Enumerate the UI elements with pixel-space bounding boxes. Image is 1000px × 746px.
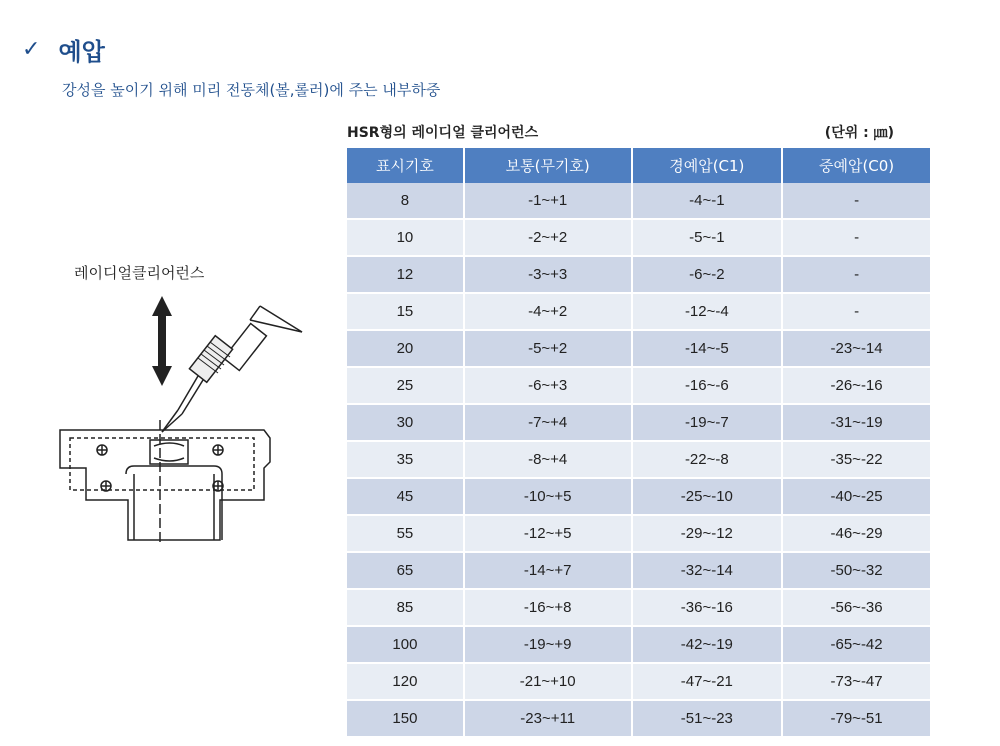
table-cell: 30 [347, 405, 465, 442]
column-header: 보통(무기호) [465, 148, 633, 183]
table-row [347, 701, 930, 738]
table-row [347, 516, 930, 553]
table-cell: -29~-12 [633, 516, 784, 553]
table-row [347, 183, 930, 220]
table-cell: 25 [347, 368, 465, 405]
table-cell: -4~-1 [633, 183, 784, 220]
table-row [347, 331, 930, 368]
table-row [347, 368, 930, 405]
table-row [347, 553, 930, 590]
column-header: 표시기호 [347, 148, 465, 183]
table-row [347, 442, 930, 479]
table-cell: -8~+4 [465, 442, 633, 479]
table-cell: 65 [347, 553, 465, 590]
radial-clearance-table [347, 148, 930, 738]
table-row [347, 664, 930, 701]
table-cell: -16~+8 [465, 590, 633, 627]
lm-guide-diagram [50, 290, 310, 550]
table-cell: -21~+10 [465, 664, 633, 701]
table-cell: 15 [347, 294, 465, 331]
table-cell: -14~+7 [465, 553, 633, 590]
table-caption: HSR형의 레이디얼 클리어런스 [347, 125, 539, 141]
table-cell: -40~-25 [783, 479, 930, 516]
table-cell: -35~-22 [783, 442, 930, 479]
table-row [347, 479, 930, 516]
table-row [347, 294, 930, 331]
table-cell: -6~-2 [633, 257, 784, 294]
table-cell: 12 [347, 257, 465, 294]
table-cell: -79~-51 [783, 701, 930, 738]
title-row [22, 32, 105, 67]
table-cell: -5~-1 [633, 220, 784, 257]
table-cell: 35 [347, 442, 465, 479]
table-cell: 120 [347, 664, 465, 701]
table-cell: -23~+11 [465, 701, 633, 738]
table-cell: -3~+3 [465, 257, 633, 294]
column-header: 중예압(C0) [783, 148, 930, 183]
table-row [347, 405, 930, 442]
table-cell: -4~+2 [465, 294, 633, 331]
page-title: 예압 [58, 38, 105, 66]
table-cell: -6~+3 [465, 368, 633, 405]
lm-block-icon [60, 420, 270, 545]
table-cell: -36~-16 [633, 590, 784, 627]
table-cell: -5~+2 [465, 331, 633, 368]
table-unit: (단위 : ㎛) [824, 125, 894, 141]
table-cell: 45 [347, 479, 465, 516]
table-cell: -51~-23 [633, 701, 784, 738]
table-cell: -56~-36 [783, 590, 930, 627]
table-cell: -2~+2 [465, 220, 633, 257]
table-cell: 10 [347, 220, 465, 257]
table-row [347, 627, 930, 664]
table-cell: -46~-29 [783, 516, 930, 553]
table-cell: -19~-7 [633, 405, 784, 442]
table-cell: -32~-14 [633, 553, 784, 590]
table-cell: - [783, 257, 930, 294]
table-cell: -42~-19 [633, 627, 784, 664]
table-cell: 150 [347, 701, 465, 738]
table-cell: -47~-21 [633, 664, 784, 701]
table-cell: -22~-8 [633, 442, 784, 479]
table-cell: 85 [347, 590, 465, 627]
table-cell: - [783, 183, 930, 220]
diagram-label: 레이디얼클리어런스 [74, 264, 205, 282]
table-cell: 8 [347, 183, 465, 220]
table-cell: -1~+1 [465, 183, 633, 220]
table-cell: -25~-10 [633, 479, 784, 516]
column-header: 경예압(C1) [633, 148, 784, 183]
table-row [347, 257, 930, 294]
table-cell: -73~-47 [783, 664, 930, 701]
table-body [347, 183, 930, 738]
table-cell: -10~+5 [465, 479, 633, 516]
table-cell: -50~-32 [783, 553, 930, 590]
page-subtitle: 강성을 높이기 위해 미리 전동체(볼,롤러)에 주는 내부하중 [62, 81, 441, 99]
table-caption-row [347, 122, 930, 142]
table-cell: 55 [347, 516, 465, 553]
table-cell: -65~-42 [783, 627, 930, 664]
table-cell: -26~-16 [783, 368, 930, 405]
table-cell: 100 [347, 627, 465, 664]
table-cell: - [783, 220, 930, 257]
table-cell: -12~-4 [633, 294, 784, 331]
check-icon: ✓ [22, 37, 41, 62]
double-arrow-icon [152, 296, 172, 386]
table-cell: -16~-6 [633, 368, 784, 405]
table-cell: 20 [347, 331, 465, 368]
table-row [347, 590, 930, 627]
table-cell: -14~-5 [633, 331, 784, 368]
table-cell: -7~+4 [465, 405, 633, 442]
table-cell: -31~-19 [783, 405, 930, 442]
table-cell: -12~+5 [465, 516, 633, 553]
table-cell: -23~-14 [783, 331, 930, 368]
table-cell: -19~+9 [465, 627, 633, 664]
table-cell: - [783, 294, 930, 331]
dial-gauge-icon [162, 306, 302, 432]
table-header-row [347, 148, 930, 183]
table-row [347, 220, 930, 257]
